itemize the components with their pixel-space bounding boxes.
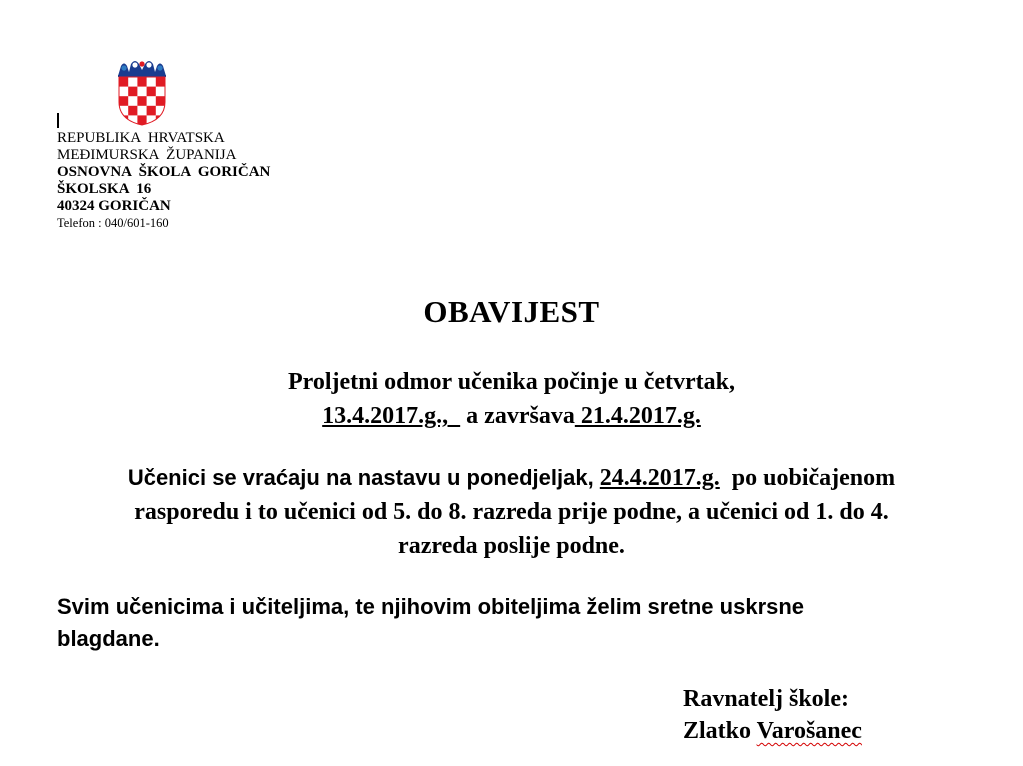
paragraph-return-to-school — [50, 461, 973, 563]
text-cursor — [57, 113, 59, 128]
crest-crown — [118, 61, 166, 77]
school-header — [57, 130, 270, 232]
return-date: 24.4.2017.g. — [599, 465, 720, 491]
holiday-dates-line — [0, 399, 1023, 433]
holiday-start-line: Proljetni odmor učenika počinje u četvrtak, — [287, 369, 736, 395]
header-republic: REPUBLIKA HRVATSKA — [57, 130, 225, 146]
signature-role: Ravnatelj škole: — [683, 686, 849, 712]
header-postcode-city: 40324 GORIČAN — [57, 198, 171, 214]
signature-first-name: Zlatko — [683, 718, 757, 744]
header-school-name: OSNOVNA ŠKOLA GORIČAN — [57, 164, 271, 180]
greeting-line-2: blagdane. — [57, 626, 160, 651]
header-phone: Telefon : 040/601-160 — [57, 216, 169, 230]
paragraph-holiday-dates — [0, 365, 1023, 433]
signature-last-name: Varošanec — [756, 718, 862, 744]
return-line-3: razreda poslije podne. — [398, 533, 625, 559]
signature-block — [683, 683, 862, 747]
paragraph-easter-greeting — [57, 591, 957, 655]
crest-checkerboard — [119, 77, 165, 126]
croatian-coat-of-arms-icon — [116, 58, 168, 126]
holiday-start-date: 13.4.2017.g., — [322, 403, 461, 429]
holiday-end-text: a završava — [460, 403, 575, 429]
header-county: MEĐIMURSKA ŽUPANIJA — [57, 147, 237, 163]
greeting-line-1: Svim učenicima i učiteljima, te njihovim obiteljima želim sretne uskrsne — [57, 594, 805, 619]
return-line-1 — [50, 461, 973, 495]
return-line-2: rasporedu i to učenici od 5. do 8. razreda prije podne, a učenici od 1. do 4. — [134, 499, 889, 525]
holiday-end-date: 21.4.2017.g. — [574, 403, 701, 429]
page-title: OBAVIJEST — [423, 294, 600, 329]
signature-name — [683, 715, 862, 747]
return-text-1: Učenici se vraćaju na nastavu u ponedjeljak, — [127, 465, 600, 490]
header-street: ŠKOLSKA 16 — [57, 181, 152, 197]
return-text-2: po uobičajenom — [719, 465, 896, 491]
